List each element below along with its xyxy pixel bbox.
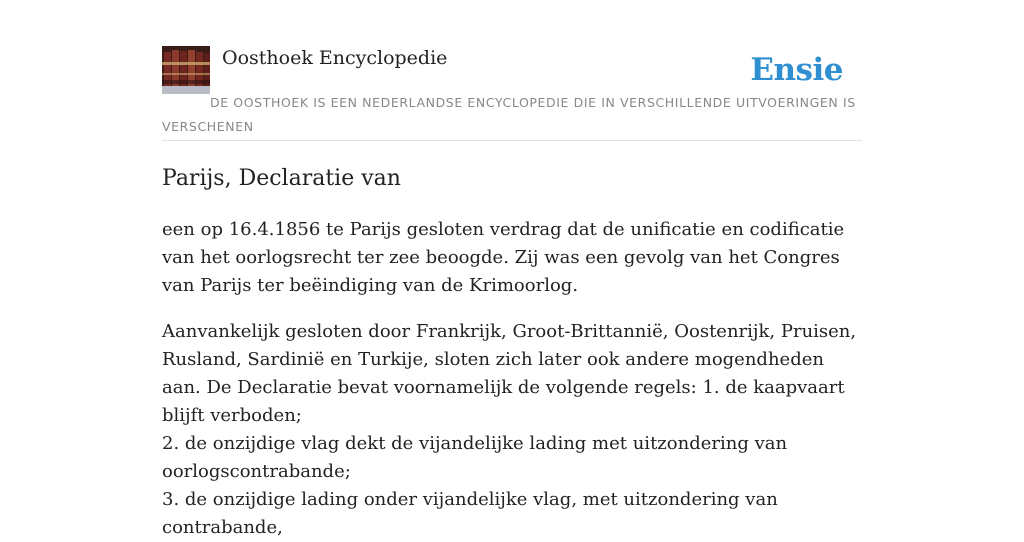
article-paragraph-2-text: Aanvankelijk gesloten door Frankrijk, Groot-Brittannië, Oostenrijk, Pruisen, Rusland, Sardinië en Turkije, sloten zich later ook andere mogendheden aan. De Declaratie bevat voornamelijk de volgende regels: 1. de kaapvaart blijft verboden;: [162, 321, 857, 426]
article-rule-2: 2. de onzijdige vlag dekt de vijandelijke lading met uitzondering van oorlogscontrabande;: [162, 433, 788, 482]
site-name-link[interactable]: Oosthoek Encyclopedie: [222, 47, 448, 69]
article-content: [162, 164, 862, 542]
article-paragraph-2: [162, 318, 862, 542]
site-avatar[interactable]: [162, 46, 210, 94]
article-paragraph-1: een op 16.4.1856 te Parijs gesloten verdrag dat de unificatie en codificatie van het oorlogsrecht ter zee beoogde. Zij was een gevolg van het Congres van Parijs ter beëindiging van de Krimoorlog.: [162, 219, 845, 296]
site-header: [162, 46, 862, 141]
encyclopedia-books-icon: [162, 46, 210, 94]
ensie-logo-link[interactable]: Ensie: [750, 52, 843, 88]
article-rule-3: 3. de onzijdige lading onder vijandelijke vlag, met uitzondering van contrabande,: [162, 489, 778, 538]
site-tagline: DE OOSTHOEK IS EEN NEDERLANDSE ENCYCLOPEDIE DIE IN VERSCHILLENDE UITVOERINGEN IS VERSCHENEN: [162, 95, 856, 134]
article-title: Parijs, Declaratie van: [162, 166, 401, 191]
